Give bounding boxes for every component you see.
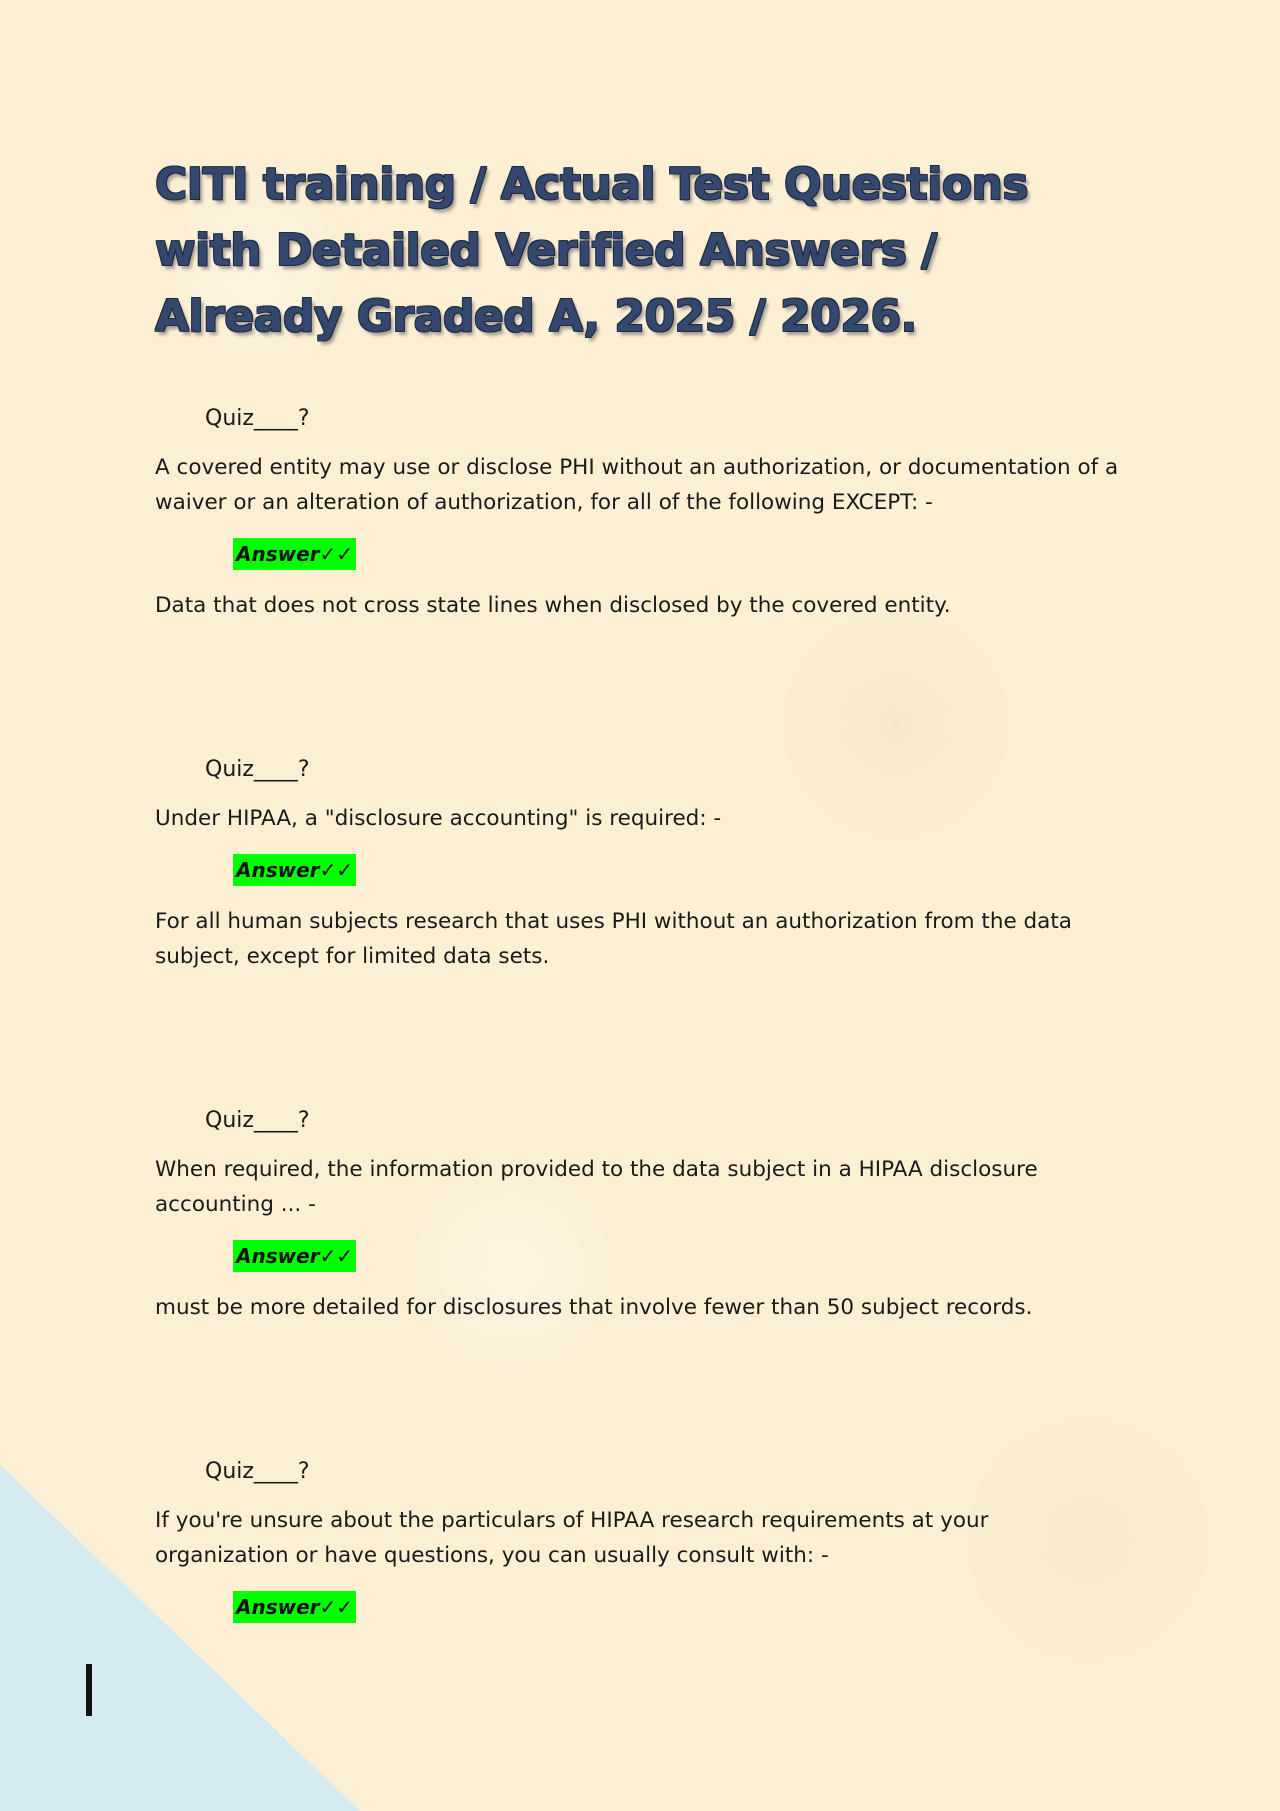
question-text: A covered entity may use or disclose PHI without an authorization, or documentation of a waiver or an alteration of authorization, for all of the following EXCEPT: - <box>155 455 1119 515</box>
answer-text: Data that does not cross state lines when disclosed by the covered entity. <box>155 593 951 618</box>
document-title: CITI training / Actual Test Questions with Detailed Verified Answers / Already Graded A, 2025 / 2026. <box>155 159 1029 342</box>
quiz-label: Quiz____? <box>205 406 310 431</box>
quiz-label: Quiz____? <box>205 1459 310 1484</box>
quiz-block-1 <box>155 404 1125 623</box>
quiz-block-3 <box>155 1106 1125 1325</box>
question-text: Under HIPAA, a "disclosure accounting" is required: - <box>155 806 722 831</box>
answer-label: Answer✓✓ <box>233 1591 356 1623</box>
answer-label: Answer✓✓ <box>233 854 356 886</box>
quiz-label: Quiz____? <box>205 757 310 782</box>
answer-text: For all human subjects research that uses PHI without an authorization from the data subject, except for limited data sets. <box>155 909 1072 969</box>
answer-label: Answer✓✓ <box>233 1240 356 1272</box>
answer-label: Answer✓✓ <box>233 538 356 570</box>
quiz-label: Quiz____? <box>205 1108 310 1133</box>
corner-bar-mark <box>86 1664 92 1716</box>
quiz-block-2 <box>155 755 1125 974</box>
answer-text: must be more detailed for disclosures that involve fewer than 50 subject records. <box>155 1295 1033 1320</box>
question-text: If you're unsure about the particulars of HIPAA research requirements at your organization or have questions, you can usually consult with: - <box>155 1508 989 1568</box>
question-text: When required, the information provided to the data subject in a HIPAA disclosure accounting ... - <box>155 1157 1038 1217</box>
quiz-block-4 <box>155 1457 1125 1623</box>
